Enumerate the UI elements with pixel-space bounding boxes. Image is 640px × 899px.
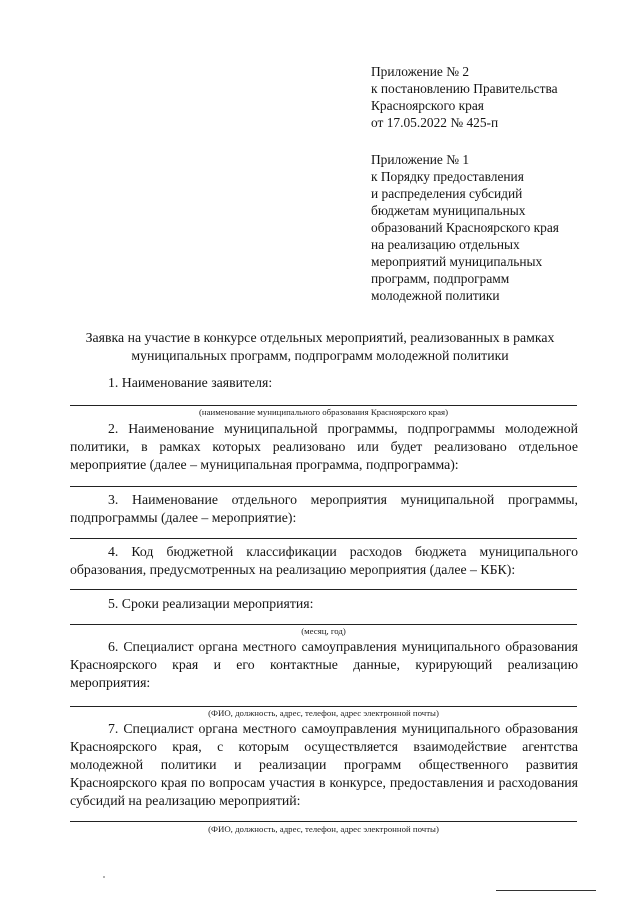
item-1-text: 1. Наименование заявителя: (108, 375, 273, 390)
item-7-fill-line (70, 821, 577, 822)
appendix-1-line: молодежной политики (371, 288, 500, 303)
appendix-1-line: на реализацию отдельных (371, 237, 520, 252)
item-6-text: 6. Специалист органа местного самоуправления муниципального образования Красноярского края и его контактные данные, курирующий реализацию мероприятия: (70, 639, 578, 690)
item-3-fill-line (70, 538, 577, 539)
title-line-1: Заявка на участие в конкурсе отдельных мероприятий, реализованных в рамках (85, 330, 555, 345)
item-2 (70, 420, 578, 474)
item-4-text: 4. Код бюджетной классификации расходов бюджета муниципального образования, предусмотренных на реализацию мероприятия (далее – КБК): (70, 544, 578, 577)
item-2-fill-line (70, 486, 577, 487)
title-line-2: муниципальных программ, подпрограмм молодежной политики (131, 348, 509, 363)
item-1-caption: (наименование муниципального образования Красноярского края) (199, 407, 448, 417)
item-2-text: 2. Наименование муниципальной программы, подпрограммы молодежной политики, в рамках которых реализовано или будет реализовано отдельное мероприятие (далее – муниципальная программа, подпрограмма): (70, 421, 578, 472)
scan-speck (103, 876, 105, 878)
page-footer-rule (496, 890, 596, 891)
appendix-1-line: программ, подпрограмм (371, 271, 510, 286)
item-6-caption: (ФИО, должность, адрес, телефон, адрес электронной почты) (208, 708, 439, 718)
appendix-1-line: бюджетам муниципальных (371, 203, 526, 218)
item-7-caption: (ФИО, должность, адрес, телефон, адрес электронной почты) (208, 824, 439, 834)
appendix-1-line: к Порядку предоставления (371, 169, 524, 184)
item-6 (70, 638, 578, 692)
item-5-text: 5. Сроки реализации мероприятия: (108, 596, 314, 611)
item-3-text: 3. Наименование отдельного мероприятия муниципальной программы, подпрограммы (далее – мероприятие): (70, 492, 578, 525)
appendix-1-line: Приложение № 1 (371, 152, 470, 167)
item-7-text: 7. Специалист органа местного самоуправления муниципального образования Красноярского края, с которым осуществляется взаимодействие агентства молодежной политики и реализации программ общественного развития Красноярского края по вопросам участия в конкурсе, предоставления и расходования субсидий на реализацию мероприятий: (70, 721, 578, 808)
appendix-2-header (371, 63, 611, 131)
item-1-fill-line (70, 405, 577, 406)
item-7 (70, 720, 578, 810)
appendix-1-line: мероприятий муниципальных (371, 254, 543, 269)
appendix-1-header (371, 151, 611, 304)
item-4 (70, 543, 578, 579)
appendix-2-line: от 17.05.2022 № 425-п (371, 115, 499, 130)
item-4-fill-line (70, 589, 577, 590)
item-6-fill-line (70, 706, 577, 707)
appendix-1-line: образований Красноярского края (371, 220, 559, 235)
item-5 (70, 595, 578, 613)
item-5-fill-line (70, 624, 577, 625)
appendix-2-line: Красноярского края (371, 98, 484, 113)
appendix-2-line: Приложение № 2 (371, 64, 470, 79)
item-1 (70, 374, 578, 392)
appendix-1-line: и распределения субсидий (371, 186, 523, 201)
document-title (60, 329, 580, 365)
item-5-caption: (месяц, год) (301, 626, 346, 636)
appendix-2-line: к постановлению Правительства (371, 81, 558, 96)
item-3 (70, 491, 578, 527)
